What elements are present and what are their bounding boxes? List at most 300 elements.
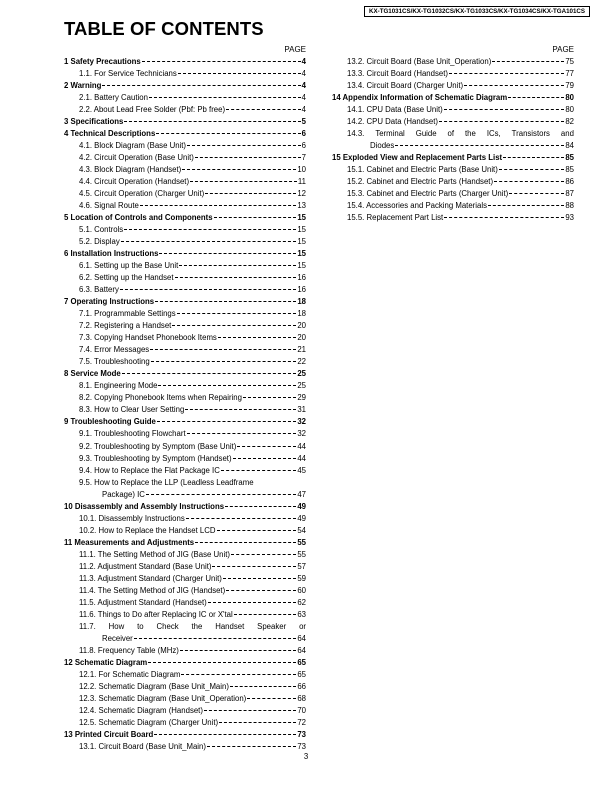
- toc-chapter: [64, 248, 306, 260]
- toc-entry-title: 2 Warning: [64, 81, 102, 91]
- toc-entry-title: 12.5. Schematic Diagram (Charger Unit): [79, 717, 219, 727]
- toc-entry-word: Speaker: [257, 621, 287, 631]
- toc-entry-page: 82: [565, 117, 574, 127]
- toc-entry-page: 5: [301, 117, 306, 127]
- dot-leader: [175, 277, 297, 278]
- toc-entry-page: 65: [297, 657, 306, 667]
- toc-section: [64, 693, 306, 705]
- dot-leader: [503, 157, 564, 158]
- dot-leader: [187, 433, 297, 434]
- toc-section: [64, 645, 306, 657]
- toc-entry-title: 2.2. About Lead Free Solder (Pbf: Pb free): [79, 105, 226, 115]
- toc-entry-word: or: [299, 621, 306, 631]
- toc-entry-title: 1.1. For Service Technicians: [79, 69, 177, 79]
- toc-entry-page: 85: [565, 165, 574, 175]
- toc-section: [64, 465, 306, 477]
- toc-entry-page: 15: [297, 249, 306, 259]
- toc-entry-title: 13.3. Circuit Board (Handset): [347, 69, 448, 79]
- toc-section: [64, 332, 306, 344]
- toc-entry-page: 77: [565, 69, 574, 79]
- dot-leader: [395, 145, 564, 146]
- toc-entry-page: 86: [565, 177, 574, 187]
- dot-leader: [179, 265, 296, 266]
- toc-section: [64, 525, 306, 537]
- toc-entry-page: 55: [297, 537, 306, 547]
- dot-leader: [492, 61, 564, 62]
- dot-leader: [195, 542, 296, 543]
- toc-entry-word: Guide: [415, 129, 437, 139]
- dot-leader: [494, 181, 564, 182]
- dot-leader: [124, 229, 296, 230]
- toc-entry-title: 8.3. How to Clear User Setting: [79, 405, 185, 415]
- toc-section: [64, 68, 306, 80]
- toc-entry-title: 12 Schematic Diagram: [64, 657, 148, 667]
- dot-leader: [190, 181, 297, 182]
- toc-entry-page: 80: [565, 93, 574, 103]
- toc-entry-title: 11.3. Adjustment Standard (Charger Unit): [79, 573, 222, 583]
- toc-entry-title: 14.2. CPU Data (Handset): [347, 117, 439, 127]
- dot-leader: [149, 97, 301, 98]
- toc-section: [64, 705, 306, 717]
- toc-chapter: [64, 56, 306, 68]
- toc-entry-title: 11.2. Adjustment Standard (Base Unit): [79, 561, 212, 571]
- toc-entry-page: 70: [297, 705, 306, 715]
- dot-leader: [146, 494, 296, 495]
- toc-entry-page: 11: [297, 177, 306, 187]
- dot-leader: [122, 373, 297, 374]
- toc-entry-page: 80: [565, 105, 574, 115]
- toc-entry-page: 79: [565, 81, 574, 91]
- toc-chapter: [64, 116, 306, 128]
- toc-entry-page: 6: [301, 141, 306, 151]
- dot-leader: [499, 169, 565, 170]
- toc-chapter: [64, 537, 306, 549]
- toc-right-column: [332, 44, 574, 224]
- toc-entry-title: 13.1. Circuit Board (Base Unit_Main): [79, 741, 206, 751]
- dot-leader: [159, 253, 296, 254]
- toc-section: [332, 56, 574, 68]
- toc-entry-page: 88: [565, 201, 574, 211]
- toc-entry-title: 9.4. How to Replace the Flat Package IC: [79, 465, 220, 475]
- dot-leader: [449, 73, 564, 74]
- toc-entry-page: 63: [297, 609, 306, 619]
- toc-left-list: [64, 56, 306, 753]
- dot-leader: [148, 662, 296, 663]
- toc-section: [64, 92, 306, 104]
- toc-entry-word: the: [465, 129, 476, 139]
- toc-section: [64, 320, 306, 332]
- toc-entry-title: 9.3. Troubleshooting by Symptom (Handset): [79, 453, 232, 463]
- toc-section: [332, 176, 574, 188]
- dot-leader: [156, 133, 300, 134]
- toc-entry-page: 73: [297, 729, 306, 739]
- toc-entry-page: 93: [565, 213, 574, 223]
- dot-leader: [172, 325, 296, 326]
- dot-leader: [464, 85, 564, 86]
- toc-entry-title: 4.1. Block Diagram (Base Unit): [79, 141, 187, 151]
- toc-entry-line: [79, 633, 306, 645]
- toc-chapter: [64, 212, 306, 224]
- toc-entry-title-continued: Receiver: [102, 633, 133, 643]
- dot-leader: [225, 506, 296, 507]
- toc-entry-page: 4: [301, 105, 306, 115]
- toc-entry-page: 25: [297, 381, 306, 391]
- toc-entry-title: 11.8. Frequency Table (MHz): [79, 645, 179, 655]
- dot-leader: [182, 169, 296, 170]
- toc-entry-title: 13.2. Circuit Board (Base Unit_Operation): [347, 57, 492, 66]
- toc-entry-page: 18: [297, 297, 306, 307]
- toc-chapter: [332, 92, 574, 104]
- dot-leader: [187, 145, 301, 146]
- toc-entry-title: 8.1. Engineering Mode: [79, 381, 158, 391]
- toc-entry-title: 13 Printed Circuit Board: [64, 729, 154, 739]
- toc-entry-word: Handset: [215, 621, 245, 631]
- dot-leader: [158, 385, 296, 386]
- toc-entry-title: 10 Disassembly and Assembly Instructions: [64, 501, 225, 511]
- toc-entry-word: Transistors: [511, 129, 550, 139]
- toc-entry-word: 14.3.: [347, 129, 365, 139]
- dot-leader: [243, 397, 296, 398]
- toc-section: [332, 68, 574, 80]
- toc-entry-title: 5.1. Controls: [79, 225, 124, 235]
- toc-entry-page: 4: [301, 81, 306, 91]
- dot-leader: [178, 73, 301, 74]
- toc-entry-title: 12.2. Schematic Diagram (Base Unit_Main): [79, 681, 229, 691]
- toc-section: [64, 344, 306, 356]
- toc-chapter: [332, 152, 574, 164]
- dot-leader: [233, 458, 297, 459]
- toc-section: [64, 356, 306, 368]
- toc-entry-page: 87: [565, 189, 574, 199]
- toc-entry-title: 9 Troubleshooting Guide: [64, 417, 156, 427]
- dot-leader: [218, 337, 296, 338]
- dot-leader: [195, 157, 301, 158]
- toc-entry-title: 6.3. Battery: [79, 285, 119, 295]
- toc-section: [64, 260, 306, 272]
- dot-leader: [181, 674, 296, 675]
- toc-entry-word: ICs,: [486, 129, 501, 139]
- toc-chapter: [64, 128, 306, 140]
- toc-entry-title: 2.1. Battery Caution: [79, 93, 148, 103]
- toc-entry-title: 3 Specifications: [64, 117, 124, 127]
- toc-entry-title: 9.2. Troubleshooting by Symptom (Base Unit): [79, 441, 237, 451]
- toc-entry-title: 4.2. Circuit Operation (Base Unit): [79, 153, 194, 163]
- toc-section: [64, 585, 306, 597]
- dot-leader: [237, 446, 296, 447]
- toc-entry-page: 59: [297, 573, 306, 583]
- toc-entry-page: 65: [297, 669, 306, 679]
- page-column-label: PAGE: [552, 45, 574, 54]
- dot-leader: [102, 85, 300, 86]
- toc-entry-word: of: [447, 129, 455, 139]
- toc-entry-title: 14.1. CPU Data (Base Unit): [347, 105, 443, 115]
- toc-entry-page: 4: [301, 93, 306, 103]
- toc-entry-page: 22: [297, 357, 306, 367]
- toc-entry-title: 15.2. Cabinet and Electric Parts (Handset): [347, 177, 494, 187]
- toc-section: [332, 116, 574, 128]
- dot-leader: [180, 650, 296, 651]
- toc-entry-title: 12.4. Schematic Diagram (Handset): [79, 705, 203, 715]
- toc-entry-word: Terminal: [375, 129, 405, 139]
- toc-section: [332, 128, 574, 152]
- toc-chapter: [64, 657, 306, 669]
- toc-entry-page: 15: [297, 225, 306, 235]
- dot-leader: [488, 205, 564, 206]
- toc-section: [64, 284, 306, 296]
- toc-entry-page: 84: [565, 141, 574, 151]
- toc-section: [64, 380, 306, 392]
- dot-leader: [142, 61, 301, 62]
- toc-entry-page: 15: [297, 213, 306, 223]
- toc-entry-page: 16: [297, 285, 306, 295]
- dot-leader: [230, 686, 296, 687]
- toc-entry-title: 9.5. How to Replace the LLP (Leadless Leadframe: [79, 477, 254, 487]
- toc-entry-word: 11.7.: [79, 621, 96, 631]
- dot-leader: [124, 121, 300, 122]
- toc-entry-word: How: [108, 621, 125, 631]
- toc-entry-page: 18: [297, 309, 306, 319]
- toc-entry-page: 75: [565, 57, 574, 66]
- dot-leader: [186, 518, 297, 519]
- toc-entry-page: 64: [297, 633, 306, 643]
- toc-entry-page: 4: [301, 69, 306, 79]
- toc-entry-page: 15: [297, 237, 306, 247]
- toc-entry-page: 49: [297, 501, 306, 511]
- toc-section: [64, 597, 306, 609]
- dot-leader: [221, 470, 296, 471]
- dot-leader: [121, 241, 297, 242]
- toc-section: [64, 428, 306, 440]
- toc-entry-page: 49: [297, 513, 306, 523]
- toc-entry-page: 64: [297, 645, 306, 655]
- dot-leader: [212, 566, 296, 567]
- toc-entry-line: [347, 140, 574, 152]
- toc-section: [64, 392, 306, 404]
- toc-section: [64, 308, 306, 320]
- toc-section: [64, 152, 306, 164]
- toc-entry-line: [79, 477, 306, 489]
- toc-chapter: [64, 729, 306, 741]
- dot-leader: [217, 530, 297, 531]
- toc-entry-title: 4.4. Circuit Operation (Handset): [79, 177, 190, 187]
- toc-entry-line: [79, 489, 306, 501]
- dot-leader: [157, 421, 296, 422]
- toc-entry-word: Check: [156, 621, 179, 631]
- toc-entry-title: 7 Operating Instructions: [64, 297, 155, 307]
- toc-entry-page: 16: [297, 273, 306, 283]
- toc-chapter: [64, 501, 306, 513]
- toc-entry-title: 15 Exploded View and Replacement Parts List: [332, 153, 503, 163]
- toc-section: [332, 80, 574, 92]
- toc-entry-page: 25: [297, 369, 306, 379]
- toc-entry-title: 6 Installation Instructions: [64, 249, 159, 259]
- toc-section: [64, 236, 306, 248]
- toc-entry-page: 54: [297, 525, 306, 535]
- dot-leader: [234, 614, 297, 615]
- dot-leader: [439, 121, 564, 122]
- toc-entry-page: 60: [297, 585, 306, 595]
- toc-entry-title-continued: Package) IC: [102, 489, 145, 499]
- dot-leader: [508, 97, 564, 98]
- toc-entry-title: 10.2. How to Replace the Handset LCD: [79, 525, 216, 535]
- toc-entry-title: 7.4. Error Messages: [79, 345, 150, 355]
- toc-entry-page: 66: [297, 681, 306, 691]
- toc-entry-page: 44: [297, 453, 306, 463]
- toc-entry-title: 15.1. Cabinet and Electric Parts (Base Unit): [347, 165, 498, 175]
- toc-section: [64, 164, 306, 176]
- toc-entry-title: 4.3. Block Diagram (Handset): [79, 165, 182, 175]
- model-number-header: KX-TG1031CS/KX-TG1032CS/KX-TG1033CS/KX-TG1034CS/KX-TGA101CS: [364, 6, 590, 17]
- dot-leader: [134, 638, 297, 639]
- toc-entry-title: 13.4. Circuit Board (Charger Unit): [347, 81, 464, 91]
- dot-leader: [214, 217, 297, 218]
- toc-entry-title: 15.3. Cabinet and Electric Parts (Charger Unit): [347, 189, 509, 199]
- toc-entry-title: 5.2. Display: [79, 237, 120, 247]
- toc-entry-page: 15: [297, 261, 306, 271]
- toc-left-column: [64, 44, 306, 753]
- toc-entry-title: 1 Safety Precautions: [64, 57, 141, 66]
- dot-leader: [185, 409, 296, 410]
- toc-entry-page: 7: [301, 153, 306, 163]
- toc-entry-page: 29: [297, 393, 306, 403]
- toc-entry-title: 11.1. The Setting Method of JIG (Base Unit): [79, 549, 230, 559]
- toc-section: [64, 104, 306, 116]
- toc-entry-page: 12: [297, 189, 306, 199]
- toc-entry-title: 7.1. Programmable Settings: [79, 309, 176, 319]
- dot-leader: [205, 193, 296, 194]
- toc-entry-title: 6.2. Setting up the Handset: [79, 273, 174, 283]
- dot-leader: [223, 578, 296, 579]
- toc-section: [332, 212, 574, 224]
- dot-leader: [231, 554, 296, 555]
- toc-entry-title: 12.1. For Schematic Diagram: [79, 669, 181, 679]
- toc-entry-word: the: [191, 621, 203, 631]
- page-number: 3: [303, 752, 309, 761]
- toc-section: [64, 477, 306, 501]
- dot-leader: [226, 109, 301, 110]
- toc-entry-title: 7.5. Troubleshooting: [79, 357, 150, 367]
- toc-entry-page: 32: [297, 429, 306, 439]
- toc-entry-title: 15.4. Accessories and Packing Materials: [347, 201, 487, 211]
- toc-section: [64, 404, 306, 416]
- toc-entry-page: 13: [297, 201, 306, 211]
- toc-entry-page: 20: [297, 333, 306, 343]
- toc-section: [64, 681, 306, 693]
- toc-entry-title: 11.6. Things to Do after Replacing IC or X'tal: [79, 609, 233, 619]
- toc-entry-title: 15.5. Replacement Part List: [347, 213, 444, 223]
- toc-entry-title: 4.5. Circuit Operation (Charger Unit): [79, 189, 205, 199]
- toc-entry-line: [347, 128, 574, 140]
- toc-section: [64, 441, 306, 453]
- toc-entry-title: 6.1. Setting up the Base Unit: [79, 261, 179, 271]
- toc-chapter: [64, 368, 306, 380]
- toc-entry-page: 57: [297, 561, 306, 571]
- toc-section: [332, 164, 574, 176]
- toc-entry-page: 4: [301, 57, 306, 66]
- dot-leader: [219, 722, 296, 723]
- toc-entry-page: 6: [301, 129, 306, 139]
- toc-chapter: [64, 80, 306, 92]
- toc-entry-title: 8.2. Copying Phonebook Items when Repairing: [79, 393, 242, 403]
- dot-leader: [140, 205, 296, 206]
- toc-section: [64, 621, 306, 645]
- toc-entry-title: 9.1. Troubleshooting Flowchart: [79, 429, 186, 439]
- dot-leader: [120, 289, 296, 290]
- dot-leader: [154, 734, 296, 735]
- toc-section: [64, 561, 306, 573]
- dot-leader: [247, 698, 296, 699]
- toc-section: [64, 176, 306, 188]
- dot-leader: [155, 301, 296, 302]
- dot-leader: [177, 313, 297, 314]
- toc-entry-page: 10: [297, 165, 306, 175]
- toc-section: [64, 573, 306, 585]
- toc-section: [64, 140, 306, 152]
- toc-entry-title: 14 Appendix Information of Schematic Diagram: [332, 93, 508, 103]
- dot-leader: [208, 602, 297, 603]
- toc-entry-page: 47: [297, 489, 306, 499]
- toc-entry-title: 5 Location of Controls and Components: [64, 213, 213, 223]
- toc-section: [64, 200, 306, 212]
- toc-entry-title-continued: Diodes: [370, 141, 395, 151]
- toc-entry-page: 62: [297, 597, 306, 607]
- toc-section: [64, 609, 306, 621]
- toc-right-list: [332, 56, 574, 224]
- toc-entry-page: 72: [297, 717, 306, 727]
- toc-section: [64, 717, 306, 729]
- toc-entry-word: and: [560, 129, 574, 139]
- toc-entry-title: 4.6. Signal Route: [79, 201, 139, 211]
- toc-entry-page: 32: [297, 417, 306, 427]
- toc-entry-page: 68: [297, 693, 306, 703]
- dot-leader: [444, 109, 565, 110]
- toc-entry-page: 45: [297, 465, 306, 475]
- toc-entry-title: 8 Service Mode: [64, 369, 121, 379]
- toc-section: [64, 669, 306, 681]
- toc-entry-page: 73: [297, 741, 306, 751]
- dot-leader: [444, 217, 564, 218]
- toc-entry-page: 31: [297, 405, 306, 415]
- toc-entry-page: 20: [297, 321, 306, 331]
- toc-section: [64, 272, 306, 284]
- toc-entry-page: 44: [297, 441, 306, 451]
- toc-entry-page: 85: [565, 153, 574, 163]
- toc-entry-title: 7.2. Registering a Handset: [79, 321, 172, 331]
- dot-leader: [204, 710, 296, 711]
- toc-chapter: [64, 416, 306, 428]
- toc-section: [64, 188, 306, 200]
- toc-section: [332, 200, 574, 212]
- toc-section: [64, 549, 306, 561]
- dot-leader: [509, 193, 564, 194]
- page-title: TABLE OF CONTENTS: [64, 18, 264, 39]
- toc-entry-page: 21: [297, 345, 306, 355]
- toc-entry-title: 11.4. The Setting Method of JIG (Handset): [79, 585, 226, 595]
- toc-section: [64, 453, 306, 465]
- toc-entry-title: 11.5. Adjustment Standard (Handset): [79, 597, 207, 607]
- toc-section: [332, 104, 574, 116]
- toc-entry-title: 4 Technical Descriptions: [64, 129, 156, 139]
- page-column-label: PAGE: [284, 45, 306, 54]
- toc-entry-line: [79, 621, 306, 633]
- toc-entry-title: 7.3. Copying Handset Phonebook Items: [79, 333, 217, 343]
- toc-section: [332, 188, 574, 200]
- dot-leader: [150, 349, 296, 350]
- toc-entry-word: to: [137, 621, 144, 631]
- toc-entry-title: 12.3. Schematic Diagram (Base Unit_Operation): [79, 693, 247, 703]
- toc-section: [64, 224, 306, 236]
- toc-entry-page: 55: [297, 549, 306, 559]
